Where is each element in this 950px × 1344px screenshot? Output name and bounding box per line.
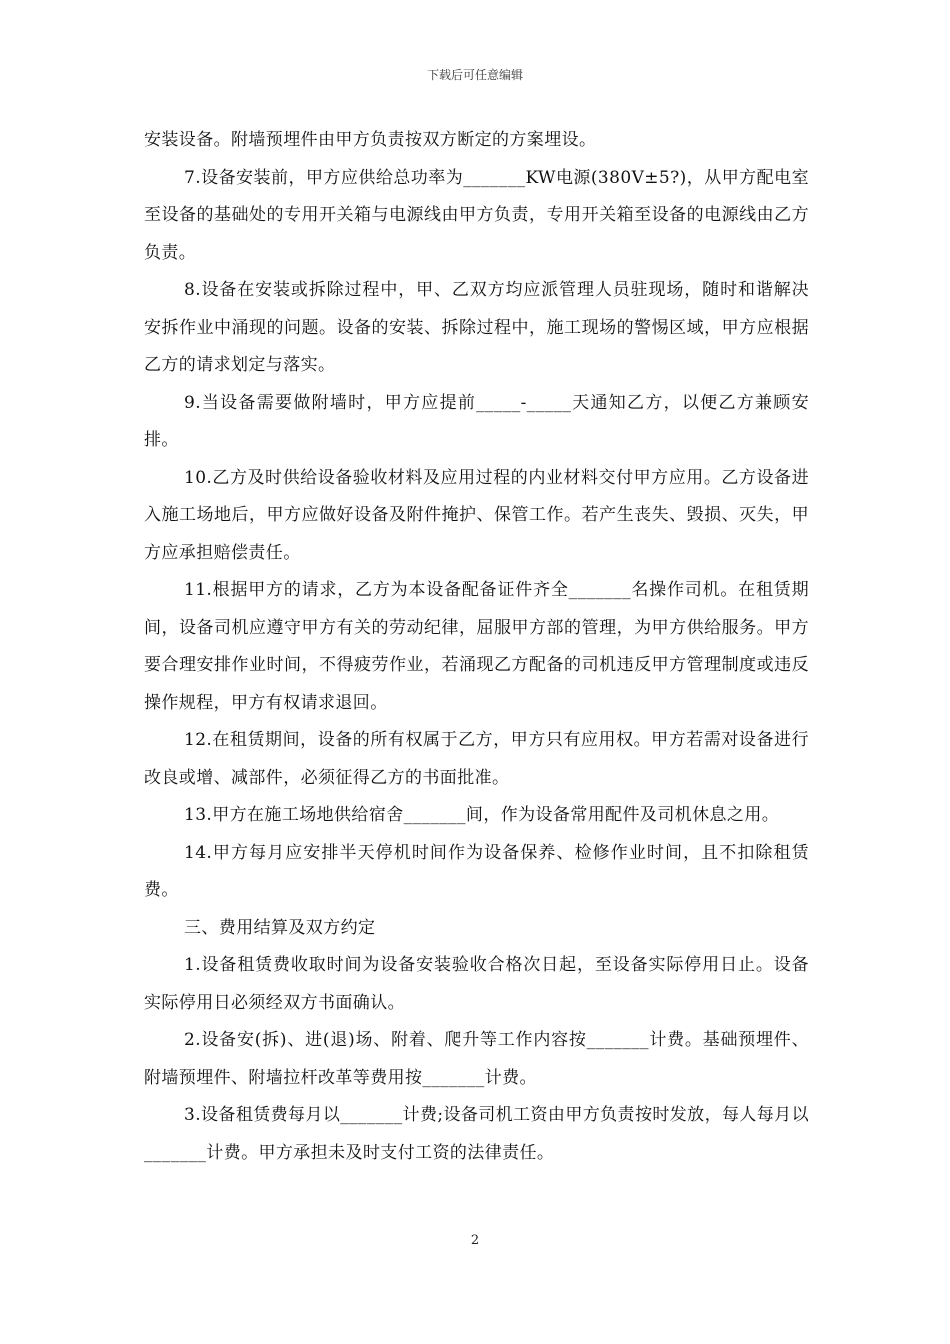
paragraph: 13.甲方在施工场地供给宿舍_______间，作为设备常用配件及司机休息之用。 [184, 805, 780, 825]
paragraph: 11.根据甲方的请求，乙方为本设备配备证件齐全_______名操作司机。在租赁期间，设备司机应遵守甲方有关的劳动纪律，屈服甲方部的管理，为甲方供给服务。甲方要合理安排作业时间，不得疲劳作业，若涌现乙方配备的司机违反甲方管理制度或违反操作规程，甲方有权请求退回。 [144, 580, 809, 713]
paragraph: 8.设备在安装或拆除过程中，甲、乙双方均应派管理人员驻现场，随时和谐解决安拆作业中涌现的问题。设备的安装、拆除过程中，施工现场的警惕区域，甲方应根据乙方的请求划定与落实。 [144, 280, 809, 375]
page-number: 2 [470, 1233, 480, 1248]
paragraph: 7.设备安装前，甲方应供给总功率为_______KW电源(380V±5?)，从甲方配电室至设备的基础处的专用开关箱与电源线由甲方负责，专用开关箱至设备的电源线由乙方负责。 [144, 167, 809, 263]
paragraph: 安装设备。附墙预埋件由甲方负责按双方断定的方案埋设。 [144, 130, 597, 150]
paragraph: 14.甲方每月应安排半天停机时间作为设备保养、检修作业时间，且不扣除租赁费。 [144, 842, 809, 900]
section-heading: 三、费用结算及双方约定 [184, 917, 376, 938]
paragraph: 3.设备租赁费每月以_______计费;设备司机工资由甲方负责按时发放，每人每月以_______计费。甲方承担未及时支付工资的法律责任。 [144, 1105, 809, 1163]
paragraph: 10.乙方及时供给设备验收材料及应用过程的内业材料交付甲方应用。乙方设备进入施工场地后，甲方应做好设备及附件掩护、保管工作。若产生丧失、毁损、灭失，甲方应承担赔偿责任。 [144, 467, 809, 563]
page-header: 下载后可任意编辑 [426, 68, 523, 82]
paragraph: 2.设备安(拆)、进(退)场、附着、爬升等工作内容按_______计费。基础预埋件、附墙预埋件、附墙拉杆改革等费用按_______计费。 [144, 1030, 809, 1088]
paragraph: 12.在租赁期间，设备的所有权属于乙方，甲方只有应用权。甲方若需对设备进行改良或增、减部件，必须征得乙方的书面批准。 [144, 730, 809, 788]
paragraph: 9.当设备需要做附墙时，甲方应提前_____-_____天通知乙方，以便乙方兼顾安排。 [144, 392, 809, 450]
paragraph: 1.设备租赁费收取时间为设备安装验收合格次日起，至设备实际停用日止。设备实际停用日必须经双方书面确认。 [144, 955, 809, 1013]
document-body [144, 122, 809, 1172]
